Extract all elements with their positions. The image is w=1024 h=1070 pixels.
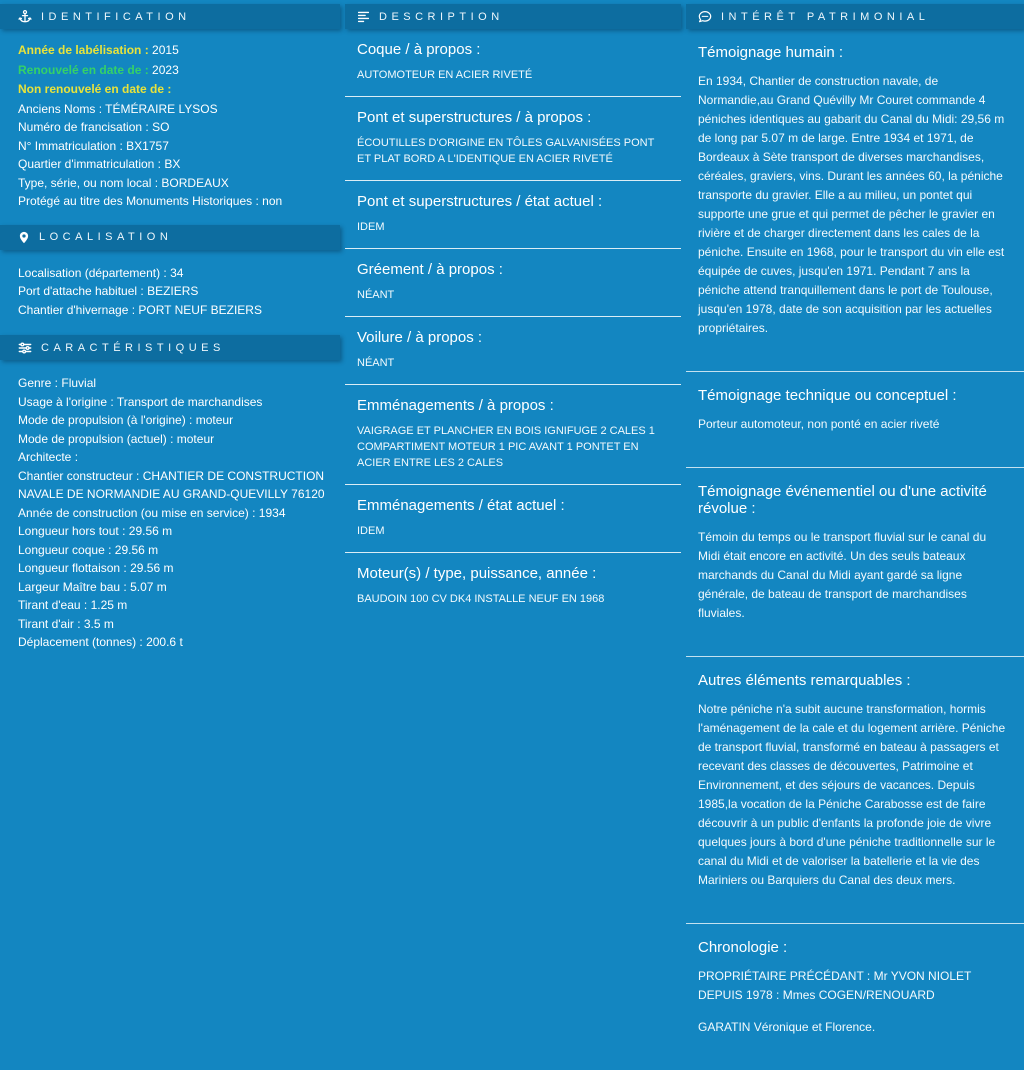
desc-item-emmenagements-etat: Emménagements / état actuel : IDEM bbox=[345, 485, 681, 553]
field-usage-origine: Usage à l'origine : Transport de marchandises bbox=[18, 394, 263, 409]
field-annee-labelisation: Année de labélisation : 2015 bbox=[18, 43, 179, 57]
field-propulsion-origine: Mode de propulsion (à l'origine) : moteur bbox=[18, 413, 234, 427]
field-chantier-hivernage: Chantier d'hivernage : PORT NEUF BEZIERS bbox=[18, 302, 262, 317]
identification-header bbox=[0, 4, 340, 29]
field-propulsion-actuel: Mode de propulsion (actuel) : moteur bbox=[18, 431, 215, 446]
section-chronologie: Chronologie : PROPRIÉTAIRE PRÉCÉDANT : Mr YVON NIOLET DEPUIS 1978 : Mmes COGEN/RENOUARD GARATIN Véronique et Florence. bbox=[698, 939, 972, 1034]
field-port-attache: Port d'attache habituel : BEZIERS bbox=[18, 284, 199, 298]
patrimonial-column bbox=[686, 0, 1024, 1034]
desc-item-voilure: Voilure / à propos : NÉANT bbox=[345, 317, 681, 385]
localisation-title: LOCALISATION bbox=[39, 231, 173, 243]
field-localisation-departement: Localisation (département) : 34 bbox=[18, 265, 184, 280]
field-largeur-maitre-bau: Largeur Maître bau : 5.07 m bbox=[18, 579, 167, 594]
localisation-header bbox=[0, 225, 340, 250]
field-non-renouvele: Non renouvelé en date de : bbox=[18, 82, 172, 96]
section-temoignage-evenementiel: Témoignage événementiel ou d'une activité révolue : Témoin du temps ou le transport fluvial sur le canal du Midi était encore en activité. Un des seuls bateaux marchands du Canal du Midi ayant gardé sa ligne générale, de bateau de transport de marchandises fluviales. bbox=[686, 468, 1024, 657]
field-monuments-historiques: Protégé au titre des Monuments Historiques : non bbox=[18, 194, 283, 208]
patrimonial-header bbox=[686, 4, 1024, 29]
section-autres-elements: Autres éléments remarquables : Notre péniche n'a subit aucune transformation, hormis l'aménagement de la cale et du logement arrière. Péniche de transport fluvial, transformé en bateau à passagers et recevant des classes de découvertes, Patrimoine et Environnement, et des séjours de vacances. Depuis 1985,la vocation de la Péniche Carabosse est de faire découvrir à un public d'enfants la profonde joie de vivre quelques jours à bord d'une péniche traditionnelle sur le canal du Midi et de valoriser la batellerie et la vie des Mariniers ou Barquiers du Canal des deux mers. bbox=[686, 657, 1024, 924]
description-title: DESCRIPTION bbox=[379, 10, 504, 23]
field-quartier-immatriculation: Quartier d'immatriculation : BX bbox=[18, 157, 181, 171]
identification-fields bbox=[0, 29, 340, 221]
identification-column bbox=[0, 0, 340, 705]
field-chantier-constructeur: Chantier constructeur : CHANTIER DE CONSTRUCTION NAVALE DE NORMANDIE AU GRAND-QUEVILLY 76120 bbox=[18, 468, 325, 501]
caracteristiques-title: CARACTÉRISTIQUES bbox=[41, 341, 225, 354]
section-temoignage-technique: Témoignage technique ou conceptuel : Porteur automoteur, non ponté en acier riveté bbox=[686, 372, 1024, 468]
desc-item-moteur: Moteur(s) / type, puissance, année : BAUDOIN 100 CV DK4 INSTALLE NEUF EN 1968 bbox=[357, 565, 605, 605]
section-temoignage-humain: Témoignage humain : En 1934, Chantier de construction navale, de Normandie,au Grand Quévilly Mr Couret commande 4 péniches identiques au gabarit du Canal du Midi: 29,56 m de long par 5.07 m de large. Entre 1934 et 1971, de Bordeaux à Sète transport de diverses marchandises, céréales, graviers, vins. Durant les années 60, la péniche transporte du gravier. Elle a au milieu, un pontet qui supporte une grue et qui permet de pêcher le gravier en rivière et de charger directement dans les cales de la péniche. Ensuite en 1968, pour le transport du vin elle est équipée de cuves, jusqu'en 1971. Pendant 7 ans la péniche attend tranquillement dans le port de Toulouse, jusqu'en 1978, date de son acquisition par les actuelles propriétaires. bbox=[686, 29, 1024, 372]
sliders-icon bbox=[18, 341, 32, 355]
field-renouvele: Renouvelé en date de : 2023 bbox=[18, 62, 179, 77]
field-longueur-flottaison: Longueur flottaison : 29.56 m bbox=[18, 561, 174, 575]
desc-item-greement: Gréement / à propos : NÉANT bbox=[345, 249, 681, 317]
field-type-serie: Type, série, ou nom local : BORDEAUX bbox=[18, 175, 229, 190]
field-genre: Genre : Fluvial bbox=[18, 376, 97, 390]
desc-item-pont-apropos: Pont et superstructures / à propos : ÉCOUTILLES D'ORIGINE EN TÔLES GALVANISÉES PONT ET PLAT BORD A L'IDENTIQUE EN ACIER RIVETÉ bbox=[345, 97, 681, 181]
desc-item-emmenagements-apropos: Emménagements / à propos : VAIGRAGE ET PLANCHER EN BOIS IGNIFUGE 2 CALES 1 COMPARTIMENT MOTEUR 1 PIC AVANT 1 PONTET EN ACIER ENTRE LES 2 CALES bbox=[345, 385, 681, 485]
patrimonial-title: INTÉRÊT PATRIMONIAL bbox=[721, 10, 930, 23]
field-longueur-coque: Longueur coque : 29.56 m bbox=[18, 542, 159, 557]
field-numero-francisation: Numéro de francisation : SO bbox=[18, 120, 170, 134]
field-tirant-eau: Tirant d'eau : 1.25 m bbox=[18, 598, 128, 612]
desc-item-pont-etat: Pont et superstructures / état actuel : IDEM bbox=[345, 181, 681, 249]
desc-item-coque: Coque / à propos : AUTOMOTEUR EN ACIER RIVETÉ bbox=[345, 29, 681, 97]
anchor-icon bbox=[18, 9, 32, 24]
comment-icon bbox=[698, 10, 712, 24]
field-anciens-noms: Anciens Noms : TÉMÉRAIRE LYSOS bbox=[18, 101, 218, 116]
caracteristiques-fields bbox=[0, 360, 340, 662]
field-longueur-hors-tout: Longueur hors tout : 29.56 m bbox=[18, 524, 173, 538]
list-icon bbox=[357, 10, 370, 23]
description-header bbox=[345, 4, 681, 29]
field-deplacement: Déplacement (tonnes) : 200.6 t bbox=[18, 635, 183, 649]
localisation-fields bbox=[0, 250, 340, 332]
field-architecte: Architecte : bbox=[18, 450, 79, 464]
field-annee-construction: Année de construction (ou mise en service) : 1934 bbox=[18, 505, 286, 520]
map-pin-icon bbox=[18, 230, 30, 245]
identification-title: IDENTIFICATION bbox=[41, 10, 191, 23]
field-immatriculation: N° Immatriculation : BX1757 bbox=[18, 138, 169, 153]
field-tirant-air: Tirant d'air : 3.5 m bbox=[18, 616, 114, 631]
caracteristiques-header bbox=[0, 335, 340, 360]
description-column bbox=[345, 0, 681, 705]
